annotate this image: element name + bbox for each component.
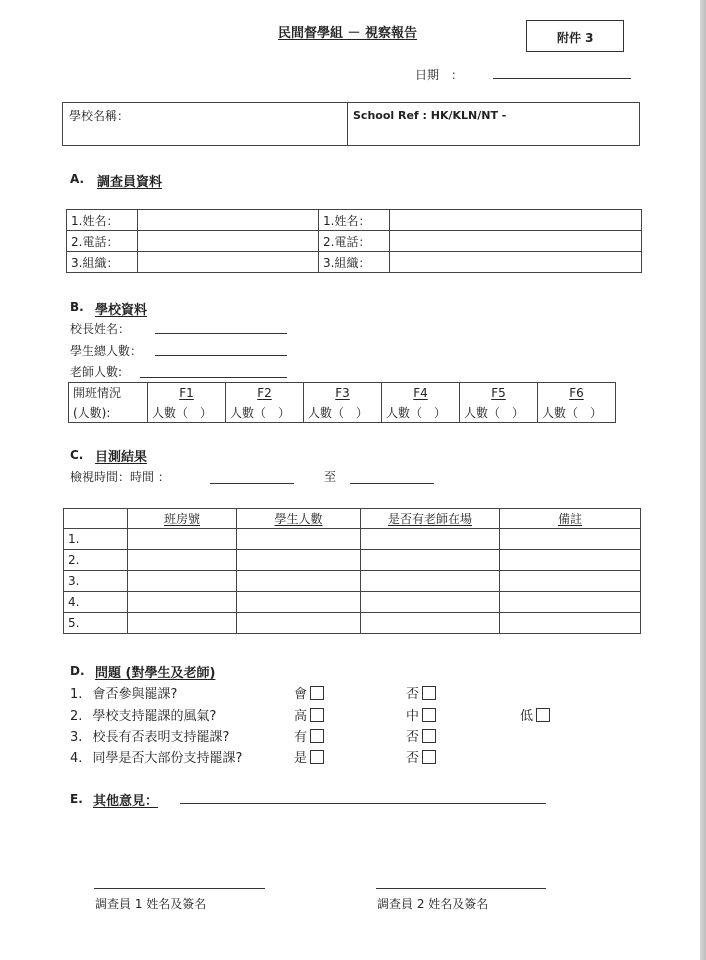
question-number: 2. [70,709,83,724]
teachers-count-field[interactable] [140,377,287,378]
table-row [64,529,641,550]
principal-label: 校長姓名： [70,322,131,336]
table-row [67,231,642,252]
row-number: 5. [64,613,128,634]
table-row [64,571,641,592]
other-comments-field[interactable] [180,803,546,804]
f4-count-field[interactable]: 人數（ ） [382,403,460,423]
checkbox[interactable] [310,708,324,722]
investigator-1-org-label: 3.組織： [67,252,138,273]
question-number: 4. [70,751,83,766]
section-b-letter: B. [70,300,84,314]
section-d-heading: 問題 (對學生及老師) [95,666,216,681]
student-count-cell[interactable] [237,613,361,634]
date-label: 日期 ： [415,68,464,82]
form-title: 民間督學組 － 視察報告 [278,26,418,41]
checkbox[interactable] [422,708,436,722]
investigator-2-signature-label: 調查員 2 姓名及簽名 [377,897,489,911]
investigator-1-org-field[interactable] [138,252,319,273]
student-count-cell[interactable] [237,550,361,571]
row-number: 1. [64,529,128,550]
table-row [64,592,641,613]
inspection-time-label: 檢視時間：時間 ： [70,470,170,484]
q3-option-yes[interactable]: 有 [294,726,324,745]
question-text: 會否參與罷課? [92,687,178,702]
form-header-f3: F3 [304,383,382,403]
table-row [64,509,641,529]
q2-option-medium[interactable]: 中 [406,705,436,724]
observation-table [63,508,641,634]
remarks-cell[interactable] [500,571,641,592]
table-row [67,252,642,273]
table-row [67,210,642,231]
q4-option-yes[interactable]: 是 [294,747,324,766]
investigator-2-name-label: 1.姓名： [319,210,390,231]
school-ref-label: School Ref : HK/KLN/NT - [353,109,507,122]
date-field[interactable] [493,78,631,79]
checkbox[interactable] [536,708,550,722]
school-name-label: 學校名稱： [69,109,130,123]
students-total-field[interactable] [155,355,287,356]
time-to-field[interactable] [350,483,434,484]
form-header-f4: F4 [382,383,460,403]
f3-count-field[interactable]: 人數（ ） [304,403,382,423]
question-text: 校長有否表明支持罷課? [92,730,230,745]
col-teacher-present: 是否有老師在場 [361,509,500,529]
classroom-cell[interactable] [128,571,237,592]
student-count-cell[interactable] [237,571,361,592]
row-number-header [64,509,128,529]
principal-field[interactable] [155,333,287,334]
col-student-count: 學生人數 [237,509,361,529]
col-classroom: 班房號 [128,509,237,529]
checkbox[interactable] [422,686,436,700]
teacher-present-cell[interactable] [361,550,500,571]
section-b-heading: 學校資料 [95,303,148,318]
class-count-table [68,382,616,423]
teachers-count-label: 老師人數: [70,365,123,379]
classroom-cell[interactable] [128,592,237,613]
teacher-present-cell[interactable] [361,613,500,634]
f2-count-field[interactable]: 人數（ ） [226,403,304,423]
checkbox[interactable] [422,729,436,743]
row-number: 4. [64,592,128,613]
question-number: 3. [70,730,83,745]
teacher-present-cell[interactable] [361,592,500,613]
f6-count-field[interactable]: 人數（ ） [538,403,616,423]
form-header-f5: F5 [460,383,538,403]
section-e-heading: 其他意見： [93,794,159,809]
remarks-cell[interactable] [500,613,641,634]
teacher-present-cell[interactable] [361,529,500,550]
time-from-field[interactable] [210,483,294,484]
f1-count-field[interactable]: 人數（ ） [148,403,226,423]
investigator-1-signature-line[interactable] [94,888,265,889]
remarks-cell[interactable] [500,592,641,613]
table-row [69,383,616,403]
class-status-label: 開班情況 [69,383,148,403]
student-count-cell[interactable] [237,529,361,550]
row-number: 3. [64,571,128,592]
investigator-1-signature-label: 調查員 1 姓名及簽名 [95,897,207,911]
question-4 [70,747,242,766]
attachment-label: 附件 3 [557,31,594,45]
investigator-1-phone-field[interactable] [138,231,319,252]
form-header-f6: F6 [538,383,616,403]
form-header-f1: F1 [148,383,226,403]
section-c-heading: 目測結果 [95,450,148,465]
classroom-cell[interactable] [128,613,237,634]
investigator-2-org-label: 3.組織： [319,252,390,273]
teacher-present-cell[interactable] [361,571,500,592]
section-e-letter: E. [70,792,83,806]
investigator-1-name-field[interactable] [138,210,319,231]
question-3 [70,726,229,745]
remarks-cell[interactable] [500,550,641,571]
classroom-cell[interactable] [128,529,237,550]
question-text: 學校支持罷課的風氣? [92,709,217,724]
remarks-cell[interactable] [500,529,641,550]
investigator-2-phone-label: 2.電話： [319,231,390,252]
question-number: 1. [70,687,83,702]
col-remarks: 備註 [500,509,641,529]
student-count-cell[interactable] [237,592,361,613]
table-row [69,403,616,423]
attachment-box [526,20,624,52]
table-row [64,613,641,634]
q2-option-low[interactable]: 低 [520,705,550,724]
question-1 [70,683,177,702]
investigator-table [66,209,642,273]
investigator-1-name-label: 1.姓名： [67,210,138,231]
investigator-2-org-field[interactable] [390,252,642,273]
q1-option-no[interactable]: 否 [406,683,436,702]
checkbox[interactable] [422,750,436,764]
time-to-label: 至 [324,470,337,484]
f5-count-field[interactable]: 人數（ ） [460,403,538,423]
question-text: 同學是否大部份支持罷課? [92,751,243,766]
q4-option-no[interactable]: 否 [406,747,436,766]
q3-option-no[interactable]: 否 [406,726,436,745]
q1-option-yes[interactable]: 會 [294,683,324,702]
form-header-f2: F2 [226,383,304,403]
investigator-1-phone-label: 2.電話： [67,231,138,252]
checkbox[interactable] [310,686,324,700]
q2-option-high[interactable]: 高 [294,705,324,724]
section-a-letter: A. [70,172,85,186]
investigator-2-name-field[interactable] [390,210,642,231]
checkbox[interactable] [310,750,324,764]
section-a-heading: 調查員資料 [97,175,163,190]
class-count-label: (人數): [69,403,148,423]
page-edge-shadow [700,0,706,960]
checkbox[interactable] [310,729,324,743]
school-box-divider [347,103,348,145]
row-number: 2. [64,550,128,571]
investigator-2-signature-line[interactable] [376,888,546,889]
school-info-box [62,102,640,146]
section-c-letter: C. [70,448,84,462]
table-row [64,550,641,571]
section-d-letter: D. [70,664,85,678]
classroom-cell[interactable] [128,550,237,571]
question-2 [70,705,216,724]
students-total-label: 學生總人數： [70,344,143,358]
investigator-2-phone-field[interactable] [390,231,642,252]
